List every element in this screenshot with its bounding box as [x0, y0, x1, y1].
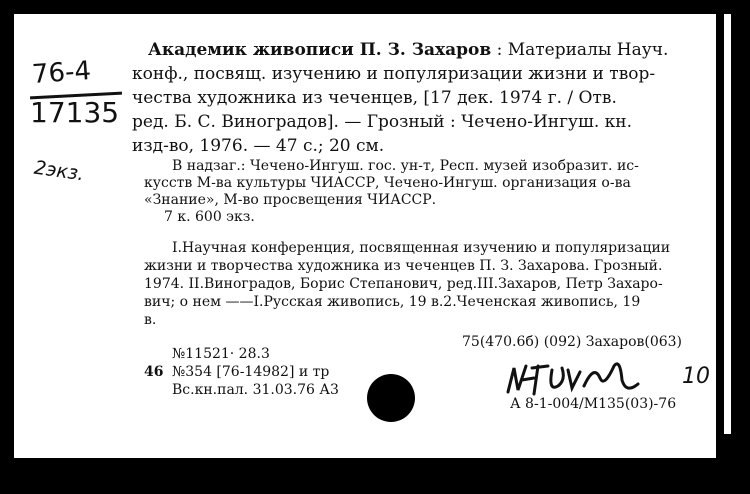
footer-number-1: №11521· 28.3 — [172, 346, 270, 362]
tracing-line-1: I.Научная конференция, посвященная изучению и популяризации — [172, 240, 671, 256]
right-edge-strip — [724, 14, 731, 434]
footer-date: Вс.кн.пал. 31.03.76 А3 — [172, 382, 339, 398]
handwritten-call-number-bottom: 17135 — [30, 96, 120, 129]
entry-line-5: изд-во, 1976. — 47 с.; 20 см. — [132, 136, 385, 156]
entry-line-1 — [148, 38, 668, 62]
copies-line: 7 к. 600 экз. — [164, 209, 255, 225]
entry-line-4: ред. Б. С. Виноградов]. — Грозный : Чечено-Ингуш. кн. — [132, 112, 632, 132]
handwritten-number: 10 — [682, 364, 710, 389]
tracing-line-3: 1974. II.Виноградов, Борис Степанович, ред.III.Захаров, Петр Захаро- — [144, 276, 663, 292]
handwritten-call-number-top: 76-4 — [31, 55, 92, 91]
entry-title: Академик живописи П. З. Захаров — [148, 40, 492, 60]
tracing-line-5: в. — [144, 312, 157, 328]
tracing-line-2: жизни и творчества художника из чеченцев П. З. Захарова. Грозный. — [144, 258, 663, 274]
entry-title-rest: : Материалы Науч. — [491, 40, 669, 60]
entry-line-2: конф., посвящ. изучению и популяризации жизни и твор- — [132, 64, 656, 84]
punch-hole — [367, 374, 415, 422]
footer-number-2: №354 [76-14982] и тр — [172, 364, 330, 380]
classification-number: 75(470.6б) (092) Захаров(063) — [462, 334, 683, 350]
tracing-line-4: вич; о нем ——I.Русская живопись, 19 в.2.Чеченская живопись, 19 — [144, 294, 641, 310]
catalog-card — [14, 14, 716, 458]
handwritten-signature — [504, 358, 644, 400]
handwritten-copies-note: 2экз. — [32, 156, 86, 186]
note-line-2: кусств М-ва культуры ЧИАССР, Чечено-Ингуш. организация о-ва — [144, 175, 631, 191]
card-code: А 8-1-004/М135(03)-76 — [510, 396, 677, 412]
footer-prefix: 46 — [144, 364, 164, 380]
note-line-1: В надзаг.: Чечено-Ингуш. гос. ун-т, Респ. музей изобразит. ис- — [172, 158, 639, 174]
entry-line-3: чества художника из чеченцев, [17 дек. 1974 г. / Отв. — [132, 88, 617, 108]
note-line-3: «Знание», М-во просвещения ЧИАССР. — [144, 192, 437, 208]
